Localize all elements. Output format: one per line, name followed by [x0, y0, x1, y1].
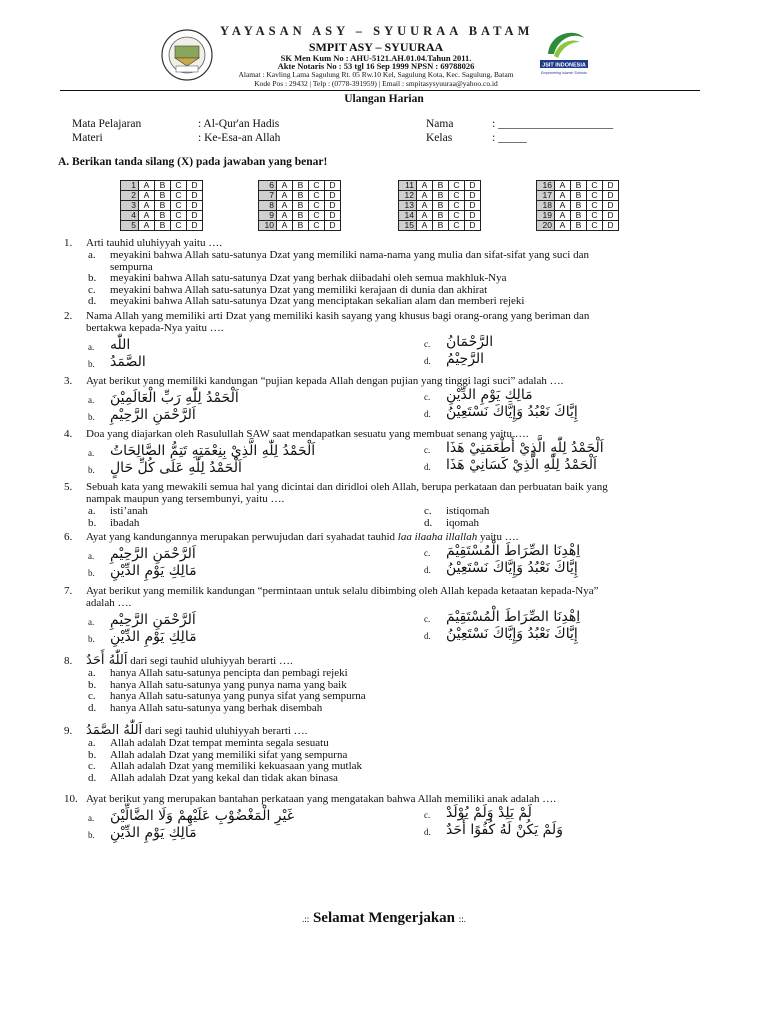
option-letter: a. [88, 617, 95, 627]
arabic-answer-option[interactable]: اِهْدِنَا الصِّرَاطَ الْمُسْتَقِيْمَ [446, 543, 581, 559]
option-letter: c. [424, 339, 431, 349]
answer-option-cell[interactable]: A [139, 221, 155, 231]
answer-option-cell[interactable]: B [433, 191, 449, 201]
answer-option[interactable] [88, 772, 338, 784]
arabic-answer-option[interactable]: اَلْحَمْدُ لِلّٰهِ الَّذِيْ بِنِعْمَتِهِ تَتِمُّ الصَّالِحَاتُ [110, 443, 316, 459]
option-text: Allah adalah Dzat yang kekal dan tidak akan binasa [110, 771, 338, 784]
answer-option-cell[interactable]: B [571, 201, 587, 211]
answer-option-cell[interactable]: A [417, 191, 433, 201]
topic-value: : Ke-Esa-an Allah [198, 132, 281, 144]
answer-option-cell[interactable]: C [587, 191, 603, 201]
answer-grid-row [537, 181, 619, 191]
question-number: 7. [64, 585, 73, 597]
question-number: 2. [64, 310, 73, 322]
answer-option-cell[interactable]: B [571, 211, 587, 221]
answer-grid-row [259, 211, 341, 221]
answer-option[interactable] [88, 690, 366, 702]
answer-option-cell[interactable]: C [309, 221, 325, 231]
answer-option-cell[interactable]: D [465, 221, 481, 231]
answer-option-cell[interactable]: D [187, 221, 203, 231]
arabic-answer-option[interactable]: اَلْحَمْدُ لِلّٰهِ الَّذِيْ كَسَانِيْ هَذَا [446, 457, 597, 473]
arabic-answer-option[interactable]: إِيَّاكَ نَعْبُدُ وَإِيَّاكَ نَسْتَعِيْنُ [446, 560, 578, 576]
question-text-continued: nampak maupun yang tersembunyi, yaitu …. [86, 493, 285, 505]
option-letter: b. [88, 359, 95, 369]
answer-grid-row [121, 211, 203, 221]
decree-number: SK Men Kum No : AHU-5121.AH.01.04.Tahun 2011. [280, 53, 472, 63]
answer-option-cell[interactable]: B [433, 181, 449, 191]
question-text: Ayat berikut yang memilik kandungan “permintaan untuk selalu dibimbing oleh Allah kepada ketaatan kepada-Nya” [86, 585, 599, 597]
question-number-cell: 6 [259, 181, 277, 191]
question-number: 10. [64, 793, 78, 805]
question-number-cell: 4 [121, 211, 139, 221]
answer-option[interactable] [88, 679, 347, 691]
answer-option-cell[interactable]: A [277, 211, 293, 221]
answer-option-cell[interactable]: C [587, 181, 603, 191]
question-text-continued: bertakwa kepada-Nya yaitu …. [86, 322, 224, 334]
option-text: istiqomah [446, 505, 490, 517]
question-number-cell: 10 [259, 221, 277, 231]
question-number-cell: 11 [399, 181, 417, 191]
option-text: meyakini bahwa Allah satu-satunya Dzat yang memiliki kerajaan di dunia dan akhirat [110, 283, 488, 296]
arabic-answer-option[interactable]: اللّٰه [110, 337, 131, 353]
question-stem [64, 375, 563, 387]
contact-info: Kode Pos : 29432 | Telp : (0778-391959) | Email : smpitasysyuuraa@yahoo.co.id [254, 79, 498, 88]
answer-grid-row [537, 191, 619, 201]
answer-grid-row [399, 181, 481, 191]
question-text: Ayat yang kandungannya merupakan perwujudan dari syahadat tauhid [86, 531, 396, 543]
subject-value: : Al-Qur'an Hadis [198, 118, 280, 130]
option-letter: c. [424, 505, 432, 517]
foundation-name: YAYASAN ASY – SYUURAA BATAM [220, 24, 534, 38]
question-stem [64, 531, 518, 543]
answer-option-cell[interactable]: D [603, 221, 619, 231]
class-field[interactable]: : _____ [492, 132, 527, 144]
option-text: Allah adalah Dzat tempat meminta segala sesuatu [110, 737, 329, 749]
school-address: Alamat : Kavling Lama Sagulung Rt. 05 Rw.10 Kel, Sagulung Kota, Kec. Sagulung, Batam [238, 70, 514, 79]
option-text: hanya Allah satu-satunya yang berhak disembah [110, 701, 323, 714]
answer-option-cell[interactable]: D [325, 211, 341, 221]
arabic-answer-option[interactable]: مَالِكِ يَوْمِ الدِّيْنِ [110, 563, 197, 579]
answer-option-cell[interactable]: C [449, 211, 465, 221]
answer-option-cell[interactable]: B [293, 221, 309, 231]
closing-left-dots: .:: [301, 914, 310, 924]
option-letter: c. [424, 445, 431, 455]
option-letter: b. [88, 465, 95, 475]
question-text: Nama Allah yang memiliki arti Dzat yang memiliki kasih sayang yang khusus bagi orang-orang yang beriman dan [86, 310, 590, 322]
answer-option-cell[interactable]: C [587, 201, 603, 211]
option-letter: d. [424, 565, 431, 575]
answer-option-cell[interactable]: C [309, 211, 325, 221]
question-text: Doa yang diajarkan oleh Rasulullah SAW saat mendapatkan sesuatu yang membuat senang yaitu …. [86, 428, 529, 440]
answer-grid-row [399, 221, 481, 231]
option-letter: d. [424, 409, 431, 419]
exam-title: Ulangan Harian [344, 93, 424, 105]
answer-option-cell[interactable]: B [155, 201, 171, 211]
answer-grid-row [399, 211, 481, 221]
section-instruction: A. Berikan tanda silang (X) pada jawaban yang benar! [58, 156, 328, 168]
answer-option-cell[interactable]: A [555, 191, 571, 201]
answer-option-cell[interactable]: A [139, 181, 155, 191]
question-number-cell: 13 [399, 201, 417, 211]
arabic-answer-option[interactable]: مَالِكِ يَوْمِ الدِّيْنِ [110, 825, 197, 841]
answer-option[interactable] [88, 702, 322, 714]
answer-option-cell[interactable]: D [325, 181, 341, 191]
answer-option-cell[interactable]: C [171, 221, 187, 231]
answer-option-cell[interactable]: B [571, 181, 587, 191]
question-number-cell: 7 [259, 191, 277, 201]
arabic-answer-option[interactable]: إِيَّاكَ نَعْبُدُ وَإِيَّاكَ نَسْتَعِيْنُ [446, 626, 578, 642]
answer-option[interactable] [424, 517, 479, 529]
option-text: isti’anah [110, 505, 148, 517]
arabic-answer-option[interactable]: اِهْدِنَا الصِّرَاطَ الْمُسْتَقِيْمَ [446, 609, 581, 625]
answer-option[interactable] [88, 517, 139, 529]
question-number: 4. [64, 428, 73, 440]
question-number-cell: 17 [537, 191, 555, 201]
topic-label: Materi [72, 132, 103, 144]
answer-option[interactable] [88, 667, 348, 679]
option-text: hanya Allah satu-satunya yang punya nama yang baik [110, 678, 347, 691]
name-field[interactable]: : ____________________ [492, 118, 614, 130]
answer-grid-row [121, 181, 203, 191]
transliteration: laa ilaaha illallah [397, 531, 478, 543]
answer-option-cell[interactable]: D [603, 181, 619, 191]
option-text: meyakini bahwa Allah satu-satunya Dzat yang berhak diibadahi oleh semua makhluk-Nya [110, 272, 507, 284]
question-number-cell: 9 [259, 211, 277, 221]
arabic-answer-option[interactable]: وَلَمْ يَكُنْ لَهُ كُفُوًا أَحَدٌ [446, 822, 563, 838]
option-letter: a. [88, 448, 95, 458]
option-letter: b. [88, 748, 97, 761]
jsit-logo-subtitle: Empowering Islamic Schools [541, 71, 587, 75]
question-number-cell: 15 [399, 221, 417, 231]
option-text: hanya Allah satu-satunya yang punya sifat yang sempurna [110, 690, 366, 702]
answer-option-cell[interactable]: A [417, 211, 433, 221]
answer-option-cell[interactable]: D [325, 191, 341, 201]
school-name: SMPIT ASY – SYUURAA [308, 40, 444, 54]
answer-option-cell[interactable]: A [277, 201, 293, 211]
answer-option-cell[interactable]: C [587, 211, 603, 221]
answer-option-cell[interactable]: D [603, 201, 619, 211]
option-letter: d. [424, 356, 431, 366]
answer-option-cell[interactable]: C [449, 201, 465, 211]
answer-option-cell[interactable]: B [433, 211, 449, 221]
answer-grid-row [399, 191, 481, 201]
subject-label: Mata Pelajaran [72, 118, 142, 130]
answer-option-cell[interactable]: A [139, 211, 155, 221]
answer-option-cell[interactable]: D [187, 211, 203, 221]
question-text: Sebuah kata yang mewakili semua hal yang dicintai dan diridloi oleh Allah, berupa perkataan dan perbuatan baik yang [86, 481, 608, 493]
answer-grid-block [536, 180, 619, 231]
arabic-answer-option[interactable]: الرَّحِيْمُ [446, 351, 485, 367]
answer-option-cell[interactable]: D [465, 211, 481, 221]
option-letter: d. [424, 827, 431, 837]
option-letter: b. [88, 272, 97, 284]
answer-grid-row [537, 211, 619, 221]
arabic-answer-option[interactable]: مَالِكِ يَوْمِ الدِّيْنِ [110, 629, 197, 645]
answer-option-cell[interactable]: B [433, 221, 449, 231]
option-letter: c. [424, 392, 431, 402]
answer-grid-row [121, 191, 203, 201]
arabic-answer-option[interactable]: اَلْحَمْدُ لِلّٰهِ رَبِّ الْعَالَمِيْنَ [110, 390, 239, 406]
option-letter: b. [88, 568, 95, 578]
answer-grid-row [259, 201, 341, 211]
option-text: Allah adalah Dzat yang memiliki kekuasaan yang mutlak [110, 760, 363, 772]
answer-option-cell[interactable]: B [293, 201, 309, 211]
question-stem [64, 237, 222, 249]
arabic-answer-option[interactable]: اَلْحَمْدُ لِلّٰهِ الَّذِيْ أَطْعَمَنِيْ هَذَا [446, 440, 604, 456]
option-letter: b. [88, 678, 97, 691]
answer-option-cell[interactable]: A [277, 181, 293, 191]
answer-option-cell[interactable]: C [171, 191, 187, 201]
answer-option-cell[interactable]: B [293, 211, 309, 221]
answer-grid-row [259, 221, 341, 231]
question-number: 3. [64, 375, 73, 387]
answer-option[interactable] [88, 505, 148, 517]
jsit-logo-text: JSIT INDONESIA [542, 62, 586, 69]
arabic-answer-option[interactable]: اَلرَّحْمَنِ الرَّحِيْمِ [110, 546, 196, 562]
question-number-cell: 14 [399, 211, 417, 221]
arabic-answer-option[interactable]: الرَّحْمَانُ [446, 334, 494, 350]
answer-option-cell[interactable]: C [449, 191, 465, 201]
option-letter: c. [88, 283, 96, 296]
question-stem [64, 481, 608, 493]
answer-option-cell[interactable]: D [465, 191, 481, 201]
option-letter: a. [88, 395, 95, 405]
answer-grid-row [537, 201, 619, 211]
answer-option-cell[interactable]: D [465, 181, 481, 191]
arabic-answer-option[interactable]: غَيْرِ الْمَغْضُوْبِ عَلَيْهِمْ وَلَا الضَّالِّيْنَ [110, 808, 295, 824]
option-letter: d. [88, 295, 97, 307]
answer-option[interactable] [88, 749, 347, 761]
question-number-cell: 8 [259, 201, 277, 211]
option-letter: d. [424, 462, 431, 472]
answer-option-cell[interactable]: C [449, 181, 465, 191]
question-number: 1. [64, 237, 73, 249]
option-letter: d. [88, 701, 97, 714]
question-number-cell: 2 [121, 191, 139, 201]
answer-option[interactable] [88, 295, 525, 307]
notary-deed: Akte Notaris No : 53 tgl 16 Sep 1999 NPSN : 69788026 [277, 61, 475, 71]
school-logo [160, 28, 214, 82]
answer-option-cell[interactable]: C [309, 181, 325, 191]
arabic-answer-option[interactable]: اَلْحَمْدُ لِلّٰهِ عَلَى كُلِّ حَالٍ [110, 460, 242, 476]
question-stem [64, 310, 589, 322]
answer-grid-row [537, 221, 619, 231]
answer-option-cell[interactable]: A [555, 221, 571, 231]
question-number-cell: 18 [537, 201, 555, 211]
answer-option-cell[interactable]: B [571, 191, 587, 201]
answer-option-cell[interactable]: A [417, 201, 433, 211]
arabic-answer-option[interactable]: اَلرَّحْمَنِ الرَّحِيْمِ [110, 612, 196, 628]
answer-option-cell[interactable]: A [277, 191, 293, 201]
answer-option-cell[interactable]: A [417, 181, 433, 191]
question-number-cell: 1 [121, 181, 139, 191]
answer-option[interactable] [88, 249, 589, 261]
option-letter: c. [424, 614, 431, 624]
option-letter: a. [88, 737, 96, 749]
option-letter: a. [88, 505, 96, 517]
question-text: Ayat berikut yang memiliki kandungan “pujian kepada Allah dengan pujian yang tinggi lagi suci” adalah …. [86, 375, 564, 387]
option-letter: b. [88, 412, 95, 422]
option-letter: d. [424, 516, 433, 529]
answer-option-cell[interactable]: B [155, 191, 171, 201]
answer-option-cell[interactable]: C [171, 181, 187, 191]
option-letter: d. [88, 771, 97, 784]
answer-option-cell[interactable]: B [155, 221, 171, 231]
arabic-answer-option[interactable]: مَالِكِ يَوْمِ الدِّيْنِ [446, 387, 533, 403]
question-text: dari segi tauhid uluhiyyah berarti …. [130, 655, 293, 667]
closing-text: Selamat Mengerjakan [312, 910, 456, 926]
question-number-cell: 12 [399, 191, 417, 201]
answer-option[interactable] [424, 505, 489, 517]
answer-option-cell[interactable]: D [325, 221, 341, 231]
answer-option-cell[interactable]: D [187, 201, 203, 211]
answer-option-cell[interactable]: A [417, 221, 433, 231]
option-text: ibadah [110, 516, 140, 529]
arabic-answer-option[interactable]: إِيَّاكَ نَعْبُدُ وَإِيَّاكَ نَسْتَعِيْنُ [446, 404, 578, 420]
answer-grid-row [121, 221, 203, 231]
answer-option-cell[interactable]: B [155, 181, 171, 191]
closing-message [0, 910, 768, 927]
answer-option-cell[interactable]: D [465, 201, 481, 211]
answer-option-cell[interactable]: C [171, 201, 187, 211]
option-letter: c. [88, 760, 96, 772]
answer-option-cell[interactable]: B [155, 211, 171, 221]
answer-option-cell[interactable]: C [587, 221, 603, 231]
answer-grid-block [398, 180, 481, 231]
name-label: Nama [426, 118, 454, 130]
option-letter: a. [88, 667, 96, 679]
answer-option-cell[interactable]: A [139, 201, 155, 211]
answer-option[interactable] [88, 272, 507, 284]
option-letter: d. [424, 631, 431, 641]
option-text: meyakini bahwa Allah satu-satunya Dzat yang memiliki nama-nama yang mulia dan sifat-sifat yang suci dan [110, 249, 589, 261]
option-text: Allah adalah Dzat yang memiliki sifat yang sempurna [110, 748, 348, 761]
answer-option-cell[interactable]: B [293, 181, 309, 191]
question-number: 9. [64, 725, 73, 737]
question-number-cell: 5 [121, 221, 139, 231]
answer-option-cell[interactable]: C [309, 191, 325, 201]
arabic-answer-option[interactable]: لَمْ يَلِدْ وَلَمْ يُوْلَدْ [446, 805, 532, 821]
answer-option-cell[interactable]: A [555, 181, 571, 191]
question-text-tail: yaitu …. [477, 531, 519, 543]
closing-right-dots: ::. [458, 914, 467, 924]
header-divider [60, 90, 700, 91]
answer-grid-row [259, 191, 341, 201]
answer-option-cell[interactable]: C [449, 221, 465, 231]
option-text: meyakini bahwa Allah satu-satunya Dzat yang menciptakan sekalian alam dan memberi rejeki [110, 295, 525, 307]
answer-option[interactable] [88, 284, 487, 296]
answer-option-cell[interactable]: B [293, 191, 309, 201]
jsit-logo [536, 24, 592, 80]
answer-grid-row [259, 181, 341, 191]
answer-option-cell[interactable]: A [555, 211, 571, 221]
question-number: 6. [64, 531, 73, 543]
question-number-cell: 19 [537, 211, 555, 221]
question-text: Arti tauhid uluhiyyah yaitu …. [86, 237, 222, 249]
answer-option-cell[interactable]: C [309, 201, 325, 211]
question-number-cell: 16 [537, 181, 555, 191]
answer-option[interactable] [88, 261, 153, 273]
answer-option-cell[interactable]: A [555, 201, 571, 211]
answer-grid-block [258, 180, 341, 231]
question-number: 5. [64, 481, 73, 493]
option-text: iqomah [446, 516, 479, 529]
answer-grid-row [399, 201, 481, 211]
class-label: Kelas [426, 132, 453, 144]
answer-option[interactable] [88, 737, 329, 749]
question-number-cell: 3 [121, 201, 139, 211]
question-number-cell: 20 [537, 221, 555, 231]
option-letter: c. [424, 810, 431, 820]
question-number: 8. [64, 655, 73, 667]
answer-option-cell[interactable]: B [433, 201, 449, 211]
option-text: sempurna [110, 260, 153, 273]
question-stem [64, 428, 528, 440]
answer-option[interactable] [88, 760, 362, 772]
option-letter: c. [424, 548, 431, 558]
option-letter: b. [88, 516, 97, 529]
option-letter: c. [88, 690, 96, 702]
question-text: dari segi tauhid uluhiyyah berarti …. [144, 725, 308, 737]
question-text: Ayat berikut yang merupakan bantahan perkataan yang mengatakan bahwa Allah memiliki anak adalah …. [86, 793, 556, 805]
answer-option-cell[interactable]: C [171, 211, 187, 221]
question-text-continued: adalah …. [86, 597, 132, 609]
option-letter: a. [88, 551, 95, 561]
answer-option-cell[interactable]: A [277, 221, 293, 231]
answer-option-cell[interactable]: D [325, 201, 341, 211]
question-stem [64, 585, 598, 597]
option-text: hanya Allah satu-satunya pencipta dan pembagi rejeki [110, 667, 348, 679]
option-letter: a. [88, 249, 96, 261]
answer-grid-row [121, 201, 203, 211]
option-letter: b. [88, 830, 95, 840]
arabic-verse: اَللّٰهُ أَحَدٌ [86, 653, 128, 668]
option-letter: a. [88, 813, 95, 823]
question-stem [64, 793, 556, 805]
answer-option-cell[interactable]: D [187, 181, 203, 191]
arabic-answer-option[interactable]: الصَّمَدُ [110, 354, 146, 370]
option-letter: b. [88, 634, 95, 644]
question-stem [64, 655, 293, 667]
question-stem [64, 725, 307, 737]
answer-option-cell[interactable]: D [603, 191, 619, 201]
option-letter: a. [88, 342, 95, 352]
answer-option-cell[interactable]: D [187, 191, 203, 201]
answer-grid-block [120, 180, 203, 231]
answer-option-cell[interactable]: A [139, 191, 155, 201]
answer-option-cell[interactable]: B [571, 221, 587, 231]
arabic-verse: اَللّٰهُ الصَّمَدُ [86, 723, 143, 738]
arabic-answer-option[interactable]: اَلرَّحْمَنِ الرَّحِيْمِ [110, 407, 196, 423]
answer-option-cell[interactable]: D [603, 211, 619, 221]
